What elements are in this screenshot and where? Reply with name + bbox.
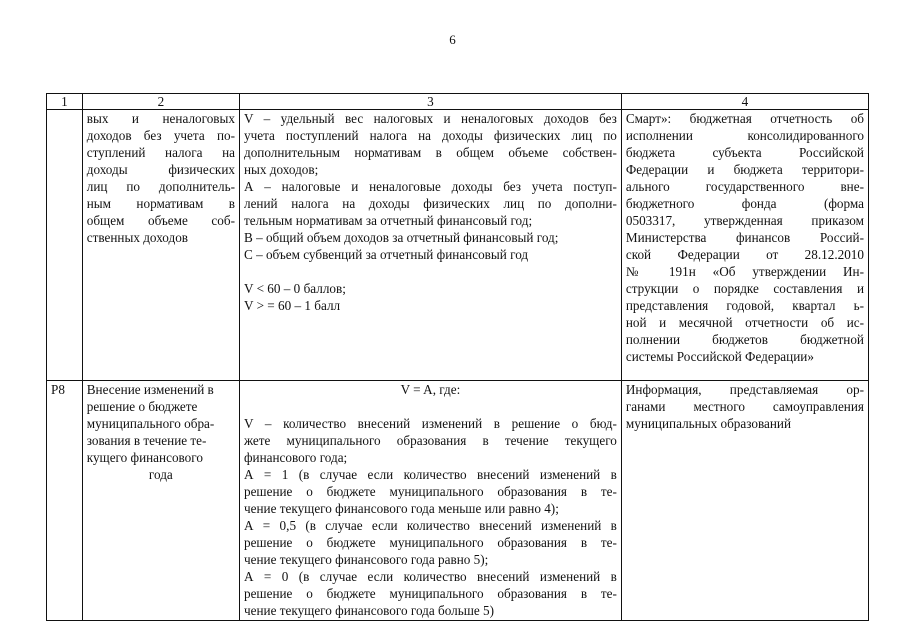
row1-score-line: V < 60 – 0 баллов; (243, 281, 346, 296)
row2-formula-line: решение о бюджете муниципального образования в те- (243, 535, 617, 550)
header-col-2: 2 (82, 94, 239, 110)
row1-source-line: полнении бюджетов бюджетной (625, 332, 864, 347)
row1-source-line: струкции о порядке составления и (625, 281, 864, 296)
row1-indicator-line: ственных доходов (86, 230, 189, 245)
row1-source (621, 110, 868, 381)
row1-indicator-line: вых и неналоговых (86, 111, 235, 126)
row2-indicator-line: кущего финансового (86, 450, 203, 465)
row1-indicator (82, 110, 239, 381)
row2-formula-line: чение текущего финансового года больше 5) (243, 603, 495, 618)
row1-formula-line: В – общий объем доходов за отчетный финансовый год; (243, 230, 559, 245)
row2-formula-line: чение текущего финансового года равно 5); (243, 552, 489, 567)
row1-formula-line: дополнительным нормативам в общем объеме собствен- (243, 145, 617, 160)
row1-source-line: ной и месячной отчетности об ис- (625, 315, 864, 330)
row2-formula-line: А = 0,5 (в случае если количество внесений изменений в (243, 518, 617, 533)
row1-score-line: V > = 60 – 1 балл (243, 298, 341, 313)
table-row (47, 110, 869, 381)
row1-source-line: ской Федерации от 28.12.2010 (625, 247, 864, 262)
page-number: 6 (449, 32, 456, 47)
row1-source-line: представления годовой, квартал ь- (625, 298, 864, 313)
criteria-table (46, 93, 869, 621)
header-col-4: 4 (621, 94, 868, 110)
row1-source-line: Смарт»: бюджетная отчетность об (625, 111, 864, 126)
row2-formula-line: чение текущего финансового года меньше или равно 4); (243, 501, 559, 516)
row2-formula-title: V = A, где: (400, 382, 461, 397)
row2-source-line: муниципальных образований (625, 416, 792, 431)
row1-formula (239, 110, 621, 381)
row1-indicator-line: лиц по дополнитель- (86, 179, 235, 194)
row1-source-line: исполнении консолидированного (625, 128, 864, 143)
row1-formula-line: тельным нормативам за отчетный финансовый год; (243, 213, 533, 228)
row2-formula (239, 381, 621, 621)
row1-formula-line: ных доходов; (243, 162, 319, 177)
row2-formula-line: финансового года; (243, 450, 348, 465)
row2-code: Р8 (47, 381, 83, 621)
row1-formula-line: учета поступлений налога на доходы физических лиц по (243, 128, 617, 143)
row1-indicator-line: доходов без учета по- (86, 128, 235, 143)
header-col-3: 3 (239, 94, 621, 110)
row1-code (47, 110, 83, 381)
row2-formula-line: V – количество внесений изменений в решение о бюд- (243, 416, 617, 431)
row2-indicator-line: года (148, 467, 173, 482)
row1-formula-line: V – удельный вес налоговых и неналоговых доходов без (243, 111, 617, 126)
row1-indicator-line: ным нормативам в (86, 196, 235, 211)
row1-source-line: Министерства финансов Россий- (625, 230, 864, 245)
row2-indicator-line: муниципального обра- (86, 416, 215, 431)
row2-indicator-line: Внесение изменений в (86, 382, 214, 397)
row1-indicator-line: доходы физических (86, 162, 235, 177)
row1-source-line: бюджета субъекта Российской (625, 145, 864, 160)
row1-source-line: 0503317, утвержденная приказом (625, 213, 864, 228)
table-row (47, 381, 869, 621)
row1-source-line: Федерации и бюджета территори- (625, 162, 864, 177)
row1-formula-line: С – объем субвенций за отчетный финансовый год (243, 247, 529, 262)
row1-source-line: бюджетного фонда (форма (625, 196, 864, 211)
row1-formula-line: лений налога на доходы физических лиц по дополни- (243, 196, 617, 211)
row2-indicator (82, 381, 239, 621)
row2-formula-line: А = 1 (в случае если количество внесений изменений в (243, 467, 617, 482)
row1-formula-line: А – налоговые и неналоговые доходы без учета поступ- (243, 179, 617, 194)
row2-source (621, 381, 868, 621)
row1-indicator-line: общем объеме соб- (86, 213, 235, 228)
row2-formula-line: решение о бюджете муниципального образования в те- (243, 586, 617, 601)
row1-source-line: ального государственного вне- (625, 179, 864, 194)
row2-formula-line: А = 0 (в случае если количество внесений изменений в (243, 569, 617, 584)
row2-formula-line: решение о бюджете муниципального образования в те- (243, 484, 617, 499)
row2-source-line: Информация, представляемая ор- (625, 382, 864, 397)
header-col-1: 1 (47, 94, 83, 110)
row1-indicator-line: ступлений налога на (86, 145, 235, 160)
row2-indicator-line: решение о бюджете (86, 399, 198, 414)
row2-source-line: ганами местного самоуправления (625, 399, 864, 414)
row1-source-line: системы Российской Федерации» (625, 349, 814, 364)
row2-formula-line: жете муниципального образования в течение текущего (243, 433, 617, 448)
table-header-row (47, 94, 869, 110)
row2-indicator-line: зования в течение те- (86, 433, 207, 448)
row1-source-line: № 191н «Об утверждении Ин- (625, 264, 864, 279)
